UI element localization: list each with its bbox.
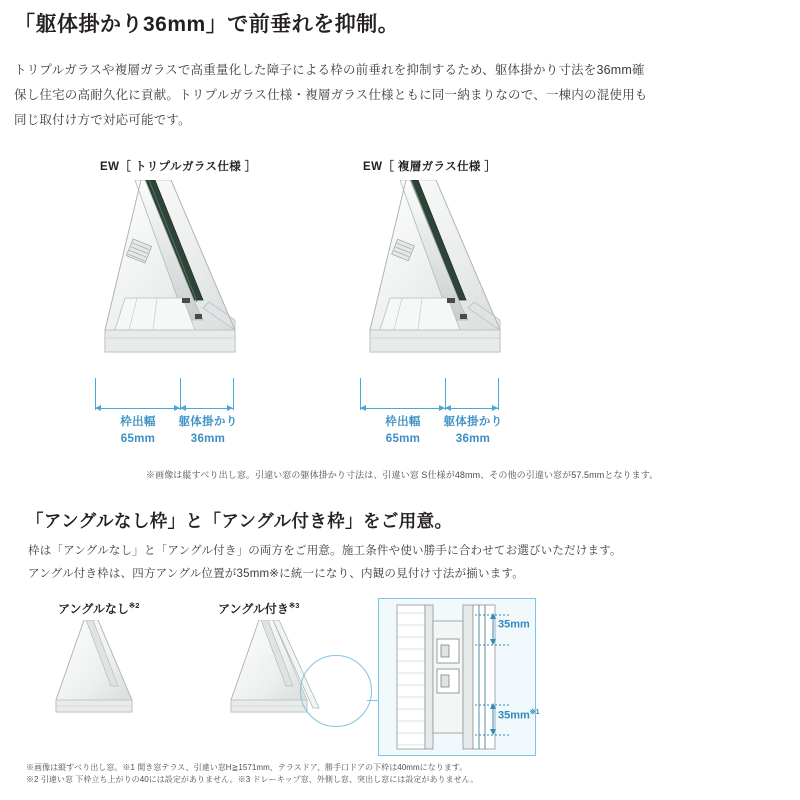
- dim-arrow-kutai: [445, 408, 498, 409]
- section1-body: トリプルガラスや複層ガラスで高重量化した障子による枠の前垂れを抑制するため、躯体掛かり寸法を36mm確保し住宅の高耐久化に貢献。トリプルガラス仕様・複層ガラス仕様ともに同一納まりなので、一棟内の混使用も同じ取付け方で対応可能です。: [14, 63, 648, 127]
- cross-section-figure-triple: [85, 180, 315, 375]
- figure1-label: EW［ トリプルガラス仕様 ］: [100, 161, 257, 173]
- angle-none-label-sup: ※2: [128, 601, 140, 610]
- detail-dimension-bottom-sup: ※1: [529, 709, 540, 716]
- section2-body: 枠は「アングルなし」と「アングル付き」の両方をご用意。施工条件や使い勝手に合わせてお選びいただけます。アングル付き枠は、四方アングル位置が35mm※に統一になり、内観の見付け寸法が揃います。: [28, 545, 622, 580]
- figure2-label: EW［ 複層ガラス仕様 ］: [363, 161, 497, 173]
- cross-section-figure-pair: [350, 180, 580, 375]
- dim-value-kutai: 36mm: [190, 432, 226, 445]
- angle-with-label-sup: ※3: [288, 601, 300, 610]
- dim-value-kutai: 36mm: [455, 432, 491, 445]
- section1-note: ※画像は縦すべり出し窓。引違い窓の躯体掛かり寸法は、引違い窓 S仕様が48mm、その他の引違い窓が57.5mmとなります。: [146, 470, 659, 480]
- dim-tick: [233, 378, 234, 410]
- section2-note-2: ※2 引違い窓 下枠立ち上がりの40には設定がありません。※3 ドレーキップ窓、外側し窓、突出し窓には設定がありません。: [26, 775, 479, 785]
- section2-notes: [26, 762, 478, 787]
- section1-title: 「躯体掛かり36mm」で前垂れを抑制。: [14, 13, 400, 36]
- angle-with-label-text: アングル付き: [218, 602, 289, 616]
- dim-name-kutai: 躯体掛かり: [443, 416, 503, 428]
- detail-dimension-bottom-value: 35mm: [498, 709, 530, 722]
- angle-none-figure: [40, 620, 180, 730]
- detail-dimension-bottom: [498, 708, 540, 722]
- dim-name-kutai: 躯体掛かり: [178, 416, 238, 428]
- section2-title: 「アングルなし枠」と「アングル付き枠」をご用意。: [26, 511, 453, 531]
- angle-none-label: [58, 600, 139, 617]
- dim-name-waku: 枠出幅: [120, 416, 156, 428]
- dim-value-waku: 65mm: [120, 432, 156, 445]
- dim-arrow-waku: [95, 408, 180, 409]
- detail-dimension-top-value: 35mm: [498, 618, 530, 631]
- dim-value-waku: 65mm: [385, 432, 421, 445]
- dim-name-waku: 枠出幅: [385, 416, 421, 428]
- angle-with-label: [218, 600, 299, 617]
- detail-circle-callout: [300, 655, 372, 727]
- detail-dimension-top: [498, 618, 530, 631]
- angle-none-label-text: アングルなし: [58, 602, 129, 616]
- dim-arrow-waku: [360, 408, 445, 409]
- dim-tick: [498, 378, 499, 410]
- section2-note-1: ※画像は縦すべり出し窓。※1 開き窓テラス、引違い窓H≧1571mm、テラスドア、勝手口ドアの下枠は40mmになります。: [26, 763, 468, 772]
- dim-arrow-kutai: [180, 408, 233, 409]
